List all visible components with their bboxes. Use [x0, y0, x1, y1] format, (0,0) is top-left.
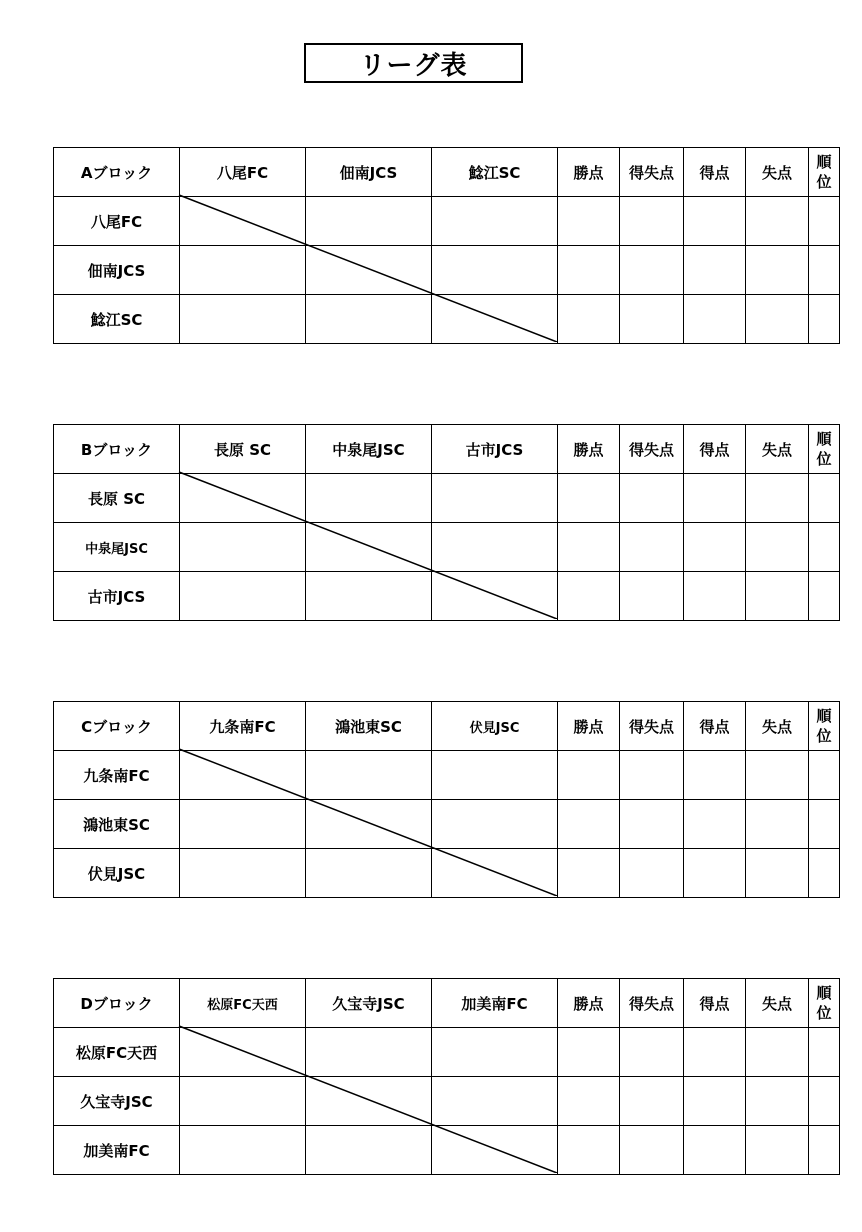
rank-cell[interactable]: [809, 197, 840, 246]
goals-against-cell[interactable]: [746, 295, 809, 344]
rank-cell[interactable]: [809, 295, 840, 344]
opponent-header: 佃南JCS: [306, 148, 432, 197]
score-cell[interactable]: [432, 1077, 558, 1126]
team-name: 鴻池東SC: [54, 800, 180, 849]
goals-against-cell[interactable]: [746, 523, 809, 572]
league-block-b: [53, 424, 839, 619]
points-cell[interactable]: [558, 1077, 620, 1126]
score-cell-self: [306, 246, 432, 295]
score-cell-self: [180, 474, 306, 523]
league-table: [53, 701, 840, 898]
score-cell[interactable]: [306, 1126, 432, 1175]
rank-header: 順 位: [809, 425, 840, 474]
goals-for-header: 得点: [684, 702, 746, 751]
goal-diff-cell[interactable]: [620, 474, 684, 523]
points-header: 勝点: [558, 148, 620, 197]
goals-against-cell[interactable]: [746, 751, 809, 800]
goals-for-cell[interactable]: [684, 751, 746, 800]
rank-header: 順 位: [809, 148, 840, 197]
score-cell[interactable]: [180, 849, 306, 898]
score-cell-self: [432, 295, 558, 344]
score-cell-self: [432, 1126, 558, 1175]
team-name: 九条南FC: [54, 751, 180, 800]
league-block-a: [53, 147, 839, 342]
team-name: 松原FC天西: [54, 1028, 180, 1077]
team-name: 古市JCS: [54, 572, 180, 621]
rank-header: 順 位: [809, 979, 840, 1028]
team-name: 長原 SC: [54, 474, 180, 523]
goals-against-cell[interactable]: [746, 246, 809, 295]
goals-against-header: 失点: [746, 702, 809, 751]
goal-diff-header: 得失点: [620, 148, 684, 197]
goals-for-cell[interactable]: [684, 1126, 746, 1175]
goals-for-cell[interactable]: [684, 1077, 746, 1126]
team-row: [54, 800, 840, 849]
score-cell-self: [432, 849, 558, 898]
team-row: [54, 1028, 840, 1077]
points-cell[interactable]: [558, 523, 620, 572]
points-cell[interactable]: [558, 1028, 620, 1077]
team-row: [54, 849, 840, 898]
score-cell[interactable]: [432, 800, 558, 849]
team-row: [54, 197, 840, 246]
team-name: 八尾FC: [54, 197, 180, 246]
points-cell[interactable]: [558, 849, 620, 898]
rank-cell[interactable]: [809, 751, 840, 800]
score-cell-self: [432, 572, 558, 621]
goal-diff-header: 得失点: [620, 979, 684, 1028]
rank-cell[interactable]: [809, 523, 840, 572]
goals-against-cell[interactable]: [746, 849, 809, 898]
header-row: [54, 702, 840, 751]
score-cell[interactable]: [180, 572, 306, 621]
rank-cell[interactable]: [809, 572, 840, 621]
team-row: [54, 1077, 840, 1126]
team-name: 佃南JCS: [54, 246, 180, 295]
goals-against-cell[interactable]: [746, 474, 809, 523]
rank-cell[interactable]: [809, 849, 840, 898]
goals-against-cell[interactable]: [746, 197, 809, 246]
team-name: 加美南FC: [54, 1126, 180, 1175]
league-table: [53, 978, 840, 1175]
opponent-header: 鯰江SC: [432, 148, 558, 197]
points-cell[interactable]: [558, 800, 620, 849]
score-cell-self: [306, 523, 432, 572]
goals-against-header: 失点: [746, 979, 809, 1028]
points-cell[interactable]: [558, 295, 620, 344]
goals-for-header: 得点: [684, 148, 746, 197]
league-table: [53, 424, 840, 621]
score-cell[interactable]: [180, 523, 306, 572]
goals-for-cell[interactable]: [684, 246, 746, 295]
score-cell[interactable]: [306, 197, 432, 246]
score-cell[interactable]: [432, 523, 558, 572]
score-cell-self: [180, 197, 306, 246]
score-cell[interactable]: [432, 197, 558, 246]
points-cell[interactable]: [558, 751, 620, 800]
opponent-header: 中泉尾JSC: [306, 425, 432, 474]
goals-against-header: 失点: [746, 425, 809, 474]
rank-cell[interactable]: [809, 1028, 840, 1077]
score-cell[interactable]: [180, 1077, 306, 1126]
score-cell[interactable]: [180, 246, 306, 295]
points-header: 勝点: [558, 702, 620, 751]
goals-for-cell[interactable]: [684, 800, 746, 849]
block-name-header: Cブロック: [54, 702, 180, 751]
points-cell[interactable]: [558, 474, 620, 523]
points-header: 勝点: [558, 979, 620, 1028]
goal-diff-header: 得失点: [620, 425, 684, 474]
team-row: [54, 751, 840, 800]
league-block-c: [53, 701, 839, 896]
score-cell-self: [180, 751, 306, 800]
header-row: [54, 979, 840, 1028]
team-row: [54, 1126, 840, 1175]
block-name-header: Aブロック: [54, 148, 180, 197]
team-name: 鯰江SC: [54, 295, 180, 344]
goals-against-cell[interactable]: [746, 1077, 809, 1126]
goal-diff-cell[interactable]: [620, 1077, 684, 1126]
opponent-header: 鴻池東SC: [306, 702, 432, 751]
team-row: [54, 246, 840, 295]
score-cell[interactable]: [432, 751, 558, 800]
score-cell[interactable]: [306, 295, 432, 344]
points-cell[interactable]: [558, 197, 620, 246]
opponent-header: 九条南FC: [180, 702, 306, 751]
goals-for-cell[interactable]: [684, 197, 746, 246]
goals-against-cell[interactable]: [746, 1028, 809, 1077]
goals-against-cell[interactable]: [746, 572, 809, 621]
team-name: 中泉尾JSC: [54, 523, 180, 572]
score-cell[interactable]: [432, 1028, 558, 1077]
goals-against-cell[interactable]: [746, 800, 809, 849]
team-row: [54, 474, 840, 523]
score-cell[interactable]: [180, 800, 306, 849]
rank-cell[interactable]: [809, 1126, 840, 1175]
opponent-header: 伏見JSC: [432, 702, 558, 751]
team-name: 伏見JSC: [54, 849, 180, 898]
points-cell[interactable]: [558, 246, 620, 295]
opponent-header: 松原FC天西: [180, 979, 306, 1028]
league-block-d: [53, 978, 839, 1173]
goals-for-cell[interactable]: [684, 849, 746, 898]
opponent-header: 加美南FC: [432, 979, 558, 1028]
team-row: [54, 295, 840, 344]
goal-diff-cell[interactable]: [620, 295, 684, 344]
rank-header: 順 位: [809, 702, 840, 751]
score-cell[interactable]: [180, 1126, 306, 1175]
goal-diff-cell[interactable]: [620, 751, 684, 800]
goals-for-cell[interactable]: [684, 1028, 746, 1077]
goal-diff-cell[interactable]: [620, 1028, 684, 1077]
points-cell[interactable]: [558, 572, 620, 621]
score-cell[interactable]: [432, 474, 558, 523]
goals-for-cell[interactable]: [684, 295, 746, 344]
goal-diff-cell[interactable]: [620, 197, 684, 246]
goals-for-cell[interactable]: [684, 474, 746, 523]
team-row: [54, 572, 840, 621]
header-row: [54, 148, 840, 197]
rank-cell[interactable]: [809, 246, 840, 295]
goals-for-header: 得点: [684, 425, 746, 474]
goal-diff-cell[interactable]: [620, 849, 684, 898]
score-cell-self: [306, 800, 432, 849]
goals-against-header: 失点: [746, 148, 809, 197]
rank-cell[interactable]: [809, 1077, 840, 1126]
goal-diff-cell[interactable]: [620, 1126, 684, 1175]
team-row: [54, 523, 840, 572]
page-title: リーグ表: [304, 43, 523, 83]
opponent-header: 八尾FC: [180, 148, 306, 197]
score-cell[interactable]: [432, 246, 558, 295]
goal-diff-cell[interactable]: [620, 246, 684, 295]
points-cell[interactable]: [558, 1126, 620, 1175]
goals-for-cell[interactable]: [684, 572, 746, 621]
league-table: [53, 147, 840, 344]
score-cell[interactable]: [306, 474, 432, 523]
opponent-header: 久宝寺JSC: [306, 979, 432, 1028]
goal-diff-cell[interactable]: [620, 800, 684, 849]
block-name-header: Dブロック: [54, 979, 180, 1028]
header-row: [54, 425, 840, 474]
score-cell[interactable]: [180, 295, 306, 344]
opponent-header: 古市JCS: [432, 425, 558, 474]
rank-cell[interactable]: [809, 800, 840, 849]
goal-diff-header: 得失点: [620, 702, 684, 751]
goals-for-header: 得点: [684, 979, 746, 1028]
score-cell[interactable]: [306, 572, 432, 621]
goal-diff-cell[interactable]: [620, 523, 684, 572]
block-name-header: Bブロック: [54, 425, 180, 474]
team-name: 久宝寺JSC: [54, 1077, 180, 1126]
points-header: 勝点: [558, 425, 620, 474]
goal-diff-cell[interactable]: [620, 572, 684, 621]
score-cell-self: [180, 1028, 306, 1077]
score-cell-self: [306, 1077, 432, 1126]
score-cell[interactable]: [306, 751, 432, 800]
score-cell[interactable]: [306, 1028, 432, 1077]
opponent-header: 長原 SC: [180, 425, 306, 474]
goals-for-cell[interactable]: [684, 523, 746, 572]
goals-against-cell[interactable]: [746, 1126, 809, 1175]
score-cell[interactable]: [306, 849, 432, 898]
rank-cell[interactable]: [809, 474, 840, 523]
